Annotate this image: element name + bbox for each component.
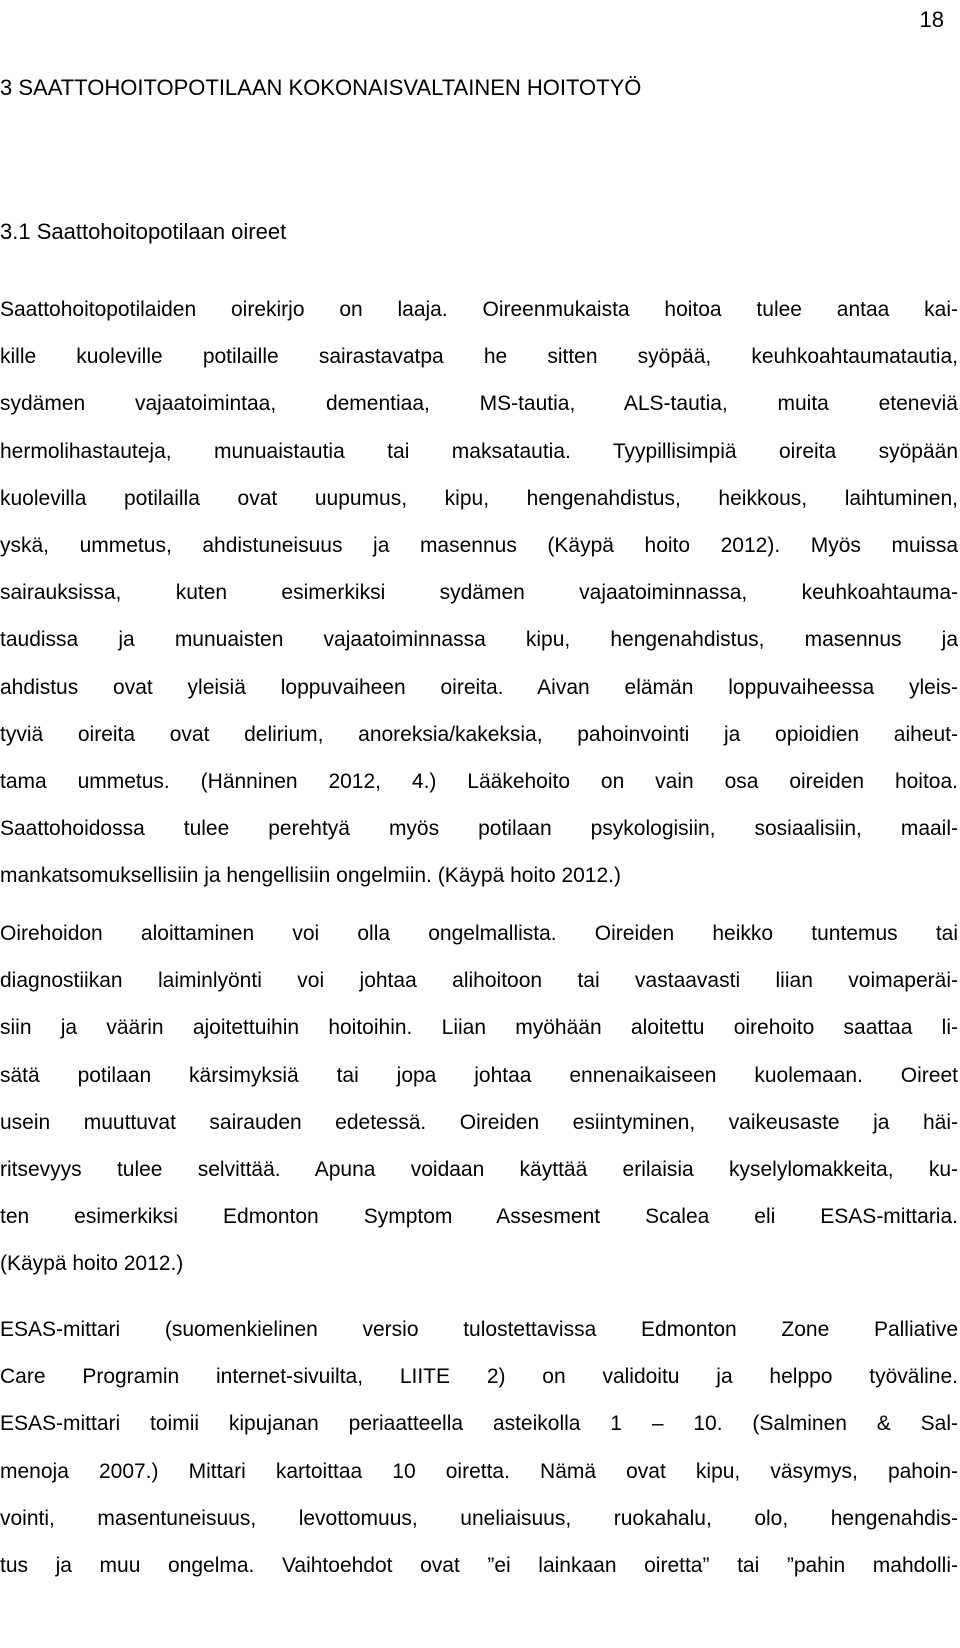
text-line: mankatsomuksellisiin ja hengellisiin ongelmiin. (Käypä hoito 2012.) bbox=[0, 864, 621, 888]
section-heading: 3.1 Saattohoitopotilaan oireet bbox=[0, 219, 287, 244]
paragraph bbox=[0, 910, 958, 1288]
paragraph bbox=[0, 1306, 958, 1589]
text-line: tus ja muu ongelma. Vaihtoehdot ovat ”ei lainkaan oiretta” tai ”pahin mahdolli- bbox=[0, 1553, 958, 1577]
paragraph bbox=[0, 286, 958, 899]
text-line: kille kuoleville potilaille sairastavatpa he sitten syöpää, keuhkoahtaumatautia, bbox=[0, 345, 958, 369]
text-line: ahdistus ovat yleisiä loppuvaiheen oireita. Aivan elämän loppuvaiheessa yleis- bbox=[0, 675, 958, 699]
text-line: siin ja väärin ajoitettuihin hoitoihin. Liian myöhään aloitettu oirehoito saattaa li- bbox=[0, 1016, 958, 1040]
text-line: Saattohoitopotilaiden oirekirjo on laaja. Oireenmukaista hoitoa tulee antaa kai- bbox=[0, 298, 958, 321]
text-line: Saattohoidossa tulee perehtyä myös potilaan psykologisiin, sosiaalisiin, maail- bbox=[0, 817, 958, 841]
text-line: Care Programin internet-sivuilta, LIITE 2) on validoitu ja helppo työväline. bbox=[0, 1365, 958, 1389]
text-line: sairauksissa, kuten esimerkiksi sydämen vajaatoiminnassa, keuhkoahtauma- bbox=[0, 581, 958, 605]
text-line: Oirehoidon aloittaminen voi olla ongelmallista. Oireiden heikko tuntemus tai bbox=[0, 922, 958, 945]
text-line: tama ummetus. (Hänninen 2012, 4.) Lääkehoito on vain osa oireiden hoitoa. bbox=[0, 769, 958, 793]
text-line: hermolihastauteja, munuaistautia tai maksatautia. Tyypillisimpiä oireita syöpään bbox=[0, 439, 958, 463]
text-line: sydämen vajaatoimintaa, dementiaa, MS-tautia, ALS-tautia, muita eteneviä bbox=[0, 392, 958, 416]
text-line: ten esimerkiksi Edmonton Symptom Assesment Scalea eli ESAS-mittaria. bbox=[0, 1205, 958, 1229]
text-line: sätä potilaan kärsimyksiä tai jopa johtaa ennenaikaiseen kuolemaan. Oireet bbox=[0, 1063, 958, 1087]
text-line: yskä, ummetus, ahdistuneisuus ja masennus (Käypä hoito 2012). Myös muissa bbox=[0, 533, 958, 557]
chapter-heading: 3 SAATTOHOITOPOTILAAN KOKONAISVALTAINEN HOITOTYÖ bbox=[0, 75, 642, 100]
text-line: ritsevyys tulee selvittää. Apuna voidaan käyttää erilaisia kyselylomakkeita, ku- bbox=[0, 1157, 958, 1181]
text-line: diagnostiikan laiminlyönti voi johtaa alihoitoon tai vastaavasti liian voimaperäi- bbox=[0, 969, 958, 993]
text-line: menoja 2007.) Mittari kartoittaa 10 oiretta. Nämä ovat kipu, väsymys, pahoin- bbox=[0, 1459, 958, 1483]
text-line: vointi, masentuneisuus, levottomuus, uneliaisuus, ruokahalu, olo, hengenahdis- bbox=[0, 1506, 958, 1530]
text-line: tyviä oireita ovat delirium, anoreksia/kakeksia, pahoinvointi ja opioidien aiheut- bbox=[0, 722, 958, 746]
text-line: (Käypä hoito 2012.) bbox=[0, 1252, 184, 1276]
text-line: kuolevilla potilailla ovat uupumus, kipu, hengenahdistus, heikkous, laihtuminen, bbox=[0, 486, 958, 510]
text-line: taudissa ja munuaisten vajaatoiminnassa kipu, hengenahdistus, masennus ja bbox=[0, 628, 958, 652]
text-line: ESAS-mittari toimii kipujanan periaatteella asteikolla 1 – 10. (Salminen & Sal- bbox=[0, 1412, 958, 1436]
page-number: 18 bbox=[919, 7, 944, 32]
text-line: usein muuttuvat sairauden edetessä. Oireiden esiintyminen, vaikeusaste ja häi- bbox=[0, 1110, 958, 1134]
text-line: ESAS-mittari (suomenkielinen versio tulostettavissa Edmonton Zone Palliative bbox=[0, 1318, 958, 1341]
